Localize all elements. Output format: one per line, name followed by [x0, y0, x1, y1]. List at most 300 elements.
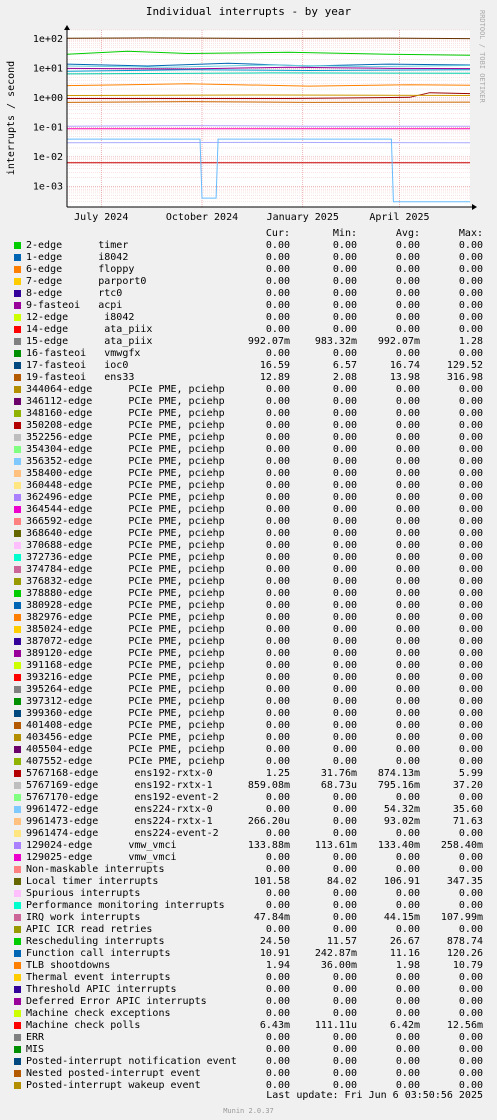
legend-avg-value: 0.00	[395, 384, 420, 395]
legend-row	[0, 840, 497, 852]
legend-swatch	[14, 626, 21, 633]
legend-series-name: 358400-edge PCIe PME, pciehp	[26, 468, 225, 479]
y-axis-label: interrupts / second	[6, 60, 17, 176]
munin-version: Munin 2.0.37	[223, 1107, 274, 1115]
legend-swatch	[14, 506, 21, 513]
legend-max-value: 0.00	[458, 900, 483, 911]
legend-header-max: Max:	[458, 228, 483, 239]
legend-row	[0, 420, 497, 432]
legend-row	[0, 408, 497, 420]
legend-swatch	[14, 662, 21, 669]
y-axis-arrow	[64, 25, 70, 30]
legend-swatch	[14, 806, 21, 813]
legend-swatch	[14, 854, 21, 861]
legend-cur-value: 0.00	[265, 864, 290, 875]
legend-series-name: Function call interrupts	[26, 948, 171, 959]
legend-series-name: Machine check polls	[26, 1020, 141, 1031]
legend-row	[0, 588, 497, 600]
legend-series-name: 15-edge ata_piix	[26, 336, 153, 347]
legend-cur-value: 0.00	[265, 1032, 290, 1043]
legend-row	[0, 504, 497, 516]
legend-avg-value: 0.00	[395, 576, 420, 587]
legend-row	[0, 444, 497, 456]
legend-series-name: 354304-edge PCIe PME, pciehp	[26, 444, 225, 455]
legend-min-value: 0.00	[332, 984, 357, 995]
legend-min-value: 242.87m	[314, 948, 357, 959]
legend-max-value: 37.20	[452, 780, 483, 791]
legend-cur-value: 0.00	[265, 804, 290, 815]
legend-max-value: 0.00	[458, 852, 483, 863]
legend-cur-value: 266.20u	[247, 816, 290, 827]
legend-min-value: 0.00	[332, 996, 357, 1007]
y-tick-label: 1e-03	[32, 181, 63, 193]
legend-min-value: 0.00	[332, 300, 357, 311]
legend-min-value: 0.00	[332, 288, 357, 299]
legend-series-name: Performance monitoring interrupts	[26, 900, 225, 911]
legend-cur-value: 0.00	[265, 576, 290, 587]
legend-header-cur: Cur:	[265, 228, 290, 239]
legend-min-value: 0.00	[332, 576, 357, 587]
legend-max-value: 0.00	[458, 240, 483, 251]
legend-swatch	[14, 1058, 21, 1065]
legend-max-value: 0.00	[458, 1080, 483, 1091]
legend-swatch	[14, 410, 21, 417]
legend-avg-value: 0.00	[395, 1068, 420, 1079]
legend-series-name: 129025-edge vmw_vmci	[26, 852, 177, 863]
chart-title: Individual interrupts - by year	[145, 5, 352, 18]
legend-row	[0, 432, 497, 444]
legend-row	[0, 492, 497, 504]
legend-swatch	[14, 614, 21, 621]
legend-cur-value: 0.00	[265, 624, 290, 635]
legend-max-value: 0.00	[458, 864, 483, 875]
legend-cur-value: 0.00	[265, 1044, 290, 1055]
legend-min-value: 0.00	[332, 828, 357, 839]
legend-series-name: Spurious interrupts	[26, 888, 141, 899]
legend-max-value: 0.00	[458, 312, 483, 323]
y-tick-label: 1e+02	[32, 33, 63, 45]
legend-min-value: 0.00	[332, 492, 357, 503]
legend-swatch	[14, 818, 21, 825]
legend-series-name: 387072-edge PCIe PME, pciehp	[26, 636, 225, 647]
legend-row	[0, 924, 497, 936]
legend-series-name: 403456-edge PCIe PME, pciehp	[26, 732, 225, 743]
legend-avg-value: 0.00	[395, 900, 420, 911]
legend-min-value: 0.00	[332, 756, 357, 767]
legend-avg-value: 0.00	[395, 588, 420, 599]
legend-series-name: 385024-edge PCIe PME, pciehp	[26, 624, 225, 635]
legend-series-name: 348160-edge PCIe PME, pciehp	[26, 408, 225, 419]
legend-swatch	[14, 902, 21, 909]
legend-series-name: 399360-edge PCIe PME, pciehp	[26, 708, 225, 719]
legend-swatch	[14, 1082, 21, 1089]
legend-max-value: 0.00	[458, 420, 483, 431]
legend-row	[0, 360, 497, 372]
legend-swatch	[14, 674, 21, 681]
legend-avg-value: 16.74	[389, 360, 420, 371]
legend-swatch	[14, 1070, 21, 1077]
legend-swatch	[14, 746, 21, 753]
legend-row	[0, 756, 497, 768]
legend-row	[0, 480, 497, 492]
legend-swatch	[14, 242, 21, 249]
legend-series-name: ERR	[26, 1032, 45, 1043]
legend-cur-value: 0.00	[265, 792, 290, 803]
legend-min-value: 0.00	[332, 348, 357, 359]
legend-min-value: 0.00	[332, 468, 357, 479]
legend-cur-value: 16.59	[259, 360, 290, 371]
legend-max-value: 0.00	[458, 456, 483, 467]
legend-max-value: 316.98	[446, 372, 483, 383]
legend-swatch	[14, 722, 21, 729]
legend-cur-value: 0.00	[265, 432, 290, 443]
legend-avg-value: 0.00	[395, 324, 420, 335]
legend-cur-value: 0.00	[265, 252, 290, 263]
legend-avg-value: 0.00	[395, 264, 420, 275]
legend-cur-value: 0.00	[265, 528, 290, 539]
legend-avg-value: 0.00	[395, 240, 420, 251]
legend-row	[0, 744, 497, 756]
legend-avg-value: 54.32m	[383, 804, 420, 815]
legend-swatch	[14, 338, 21, 345]
legend-avg-value: 0.00	[395, 396, 420, 407]
legend-row	[0, 996, 497, 1008]
legend-row	[0, 960, 497, 972]
legend-avg-value: 0.00	[395, 432, 420, 443]
legend-row	[0, 804, 497, 816]
legend-swatch	[14, 1010, 21, 1017]
legend-max-value: 0.00	[458, 480, 483, 491]
legend-row	[0, 348, 497, 360]
legend-min-value: 0.00	[332, 528, 357, 539]
legend-max-value: 0.00	[458, 600, 483, 611]
legend-cur-value: 992.07m	[247, 336, 290, 347]
legend-series-name: TLB shootdowns	[26, 960, 111, 971]
legend-row	[0, 696, 497, 708]
legend-cur-value: 0.00	[265, 588, 290, 599]
legend-min-value: 0.00	[332, 408, 357, 419]
legend-min-value: 0.00	[332, 516, 357, 527]
legend-row	[0, 648, 497, 660]
legend-max-value: 5.99	[458, 768, 483, 779]
legend-row	[0, 1056, 497, 1068]
legend-min-value: 111.11u	[314, 1020, 357, 1031]
legend-avg-value: 0.00	[395, 972, 420, 983]
legend-series-name: Rescheduling interrupts	[26, 936, 165, 947]
legend-series-name: 129024-edge vmw_vmci	[26, 840, 177, 851]
legend-max-value: 0.00	[458, 612, 483, 623]
legend-row	[0, 1020, 497, 1032]
legend-swatch	[14, 494, 21, 501]
legend-swatch	[14, 950, 21, 957]
legend-avg-value: 0.00	[395, 600, 420, 611]
legend-swatch	[14, 782, 21, 789]
legend-row	[0, 1068, 497, 1080]
legend-row	[0, 876, 497, 888]
legend-row	[0, 852, 497, 864]
legend-row	[0, 612, 497, 624]
legend-avg-value: 133.40m	[377, 840, 420, 851]
legend-min-value: 0.00	[332, 744, 357, 755]
legend-swatch	[14, 266, 21, 273]
legend-series-name: 370688-edge PCIe PME, pciehp	[26, 540, 225, 551]
legend-cur-value: 0.00	[265, 240, 290, 251]
legend-max-value: 0.00	[458, 588, 483, 599]
legend-max-value: 0.00	[458, 516, 483, 527]
legend-max-value: 347.35	[446, 876, 483, 887]
legend-cur-value: 24.50	[259, 936, 290, 947]
legend-max-value: 0.00	[458, 252, 483, 263]
legend-cur-value: 0.00	[265, 996, 290, 1007]
legend-swatch	[14, 350, 21, 357]
y-tick-label: 1e-02	[32, 151, 63, 163]
legend-row	[0, 780, 497, 792]
legend-cur-value: 0.00	[265, 684, 290, 695]
legend-min-value: 84.02	[326, 876, 357, 887]
legend-avg-value: 0.00	[395, 516, 420, 527]
legend-series-name: 391168-edge PCIe PME, pciehp	[26, 660, 225, 671]
legend-min-value: 0.00	[332, 456, 357, 467]
legend-max-value: 0.00	[458, 576, 483, 587]
legend-min-value: 0.00	[332, 1008, 357, 1019]
legend-series-name: Non-maskable interrupts	[26, 864, 165, 875]
legend-max-value: 0.00	[458, 348, 483, 359]
legend-min-value: 0.00	[332, 900, 357, 911]
legend-swatch	[14, 998, 21, 1005]
legend-max-value: 129.52	[446, 360, 483, 371]
legend-min-value: 0.00	[332, 732, 357, 743]
legend-avg-value: 0.00	[395, 288, 420, 299]
legend-max-value: 0.00	[458, 660, 483, 671]
legend-swatch	[14, 386, 21, 393]
legend-max-value: 0.00	[458, 720, 483, 731]
legend-row	[0, 888, 497, 900]
legend-cur-value: 0.00	[265, 468, 290, 479]
legend-cur-value: 0.00	[265, 312, 290, 323]
legend-max-value: 0.00	[458, 504, 483, 515]
legend-max-value: 0.00	[458, 828, 483, 839]
legend-series-name: Thermal event interrupts	[26, 972, 171, 983]
legend-row	[0, 564, 497, 576]
legend-row	[0, 528, 497, 540]
legend-cur-value: 0.00	[265, 456, 290, 467]
legend-row	[0, 900, 497, 912]
legend-max-value: 0.00	[458, 492, 483, 503]
legend-max-value: 71.63	[452, 816, 483, 827]
legend-cur-value: 1.25	[265, 768, 290, 779]
legend-max-value: 0.00	[458, 384, 483, 395]
legend-min-value: 68.73u	[320, 780, 357, 791]
legend-row	[0, 600, 497, 612]
legend-row	[0, 636, 497, 648]
legend-swatch	[14, 1022, 21, 1029]
legend-swatch	[14, 362, 21, 369]
legend-series-name: 12-edge i8042	[26, 312, 135, 323]
legend-max-value: 878.74	[446, 936, 483, 947]
legend-swatch	[14, 866, 21, 873]
x-axis-arrow	[472, 204, 477, 210]
legend-min-value: 6.57	[332, 360, 357, 371]
legend-swatch	[14, 1034, 21, 1041]
legend-series-name: Threshold APIC interrupts	[26, 984, 177, 995]
legend-cur-value: 0.00	[265, 720, 290, 731]
legend-row	[0, 396, 497, 408]
legend-row	[0, 732, 497, 744]
legend-min-value: 31.76m	[320, 768, 357, 779]
legend-cur-value: 859.08m	[247, 780, 290, 791]
legend-max-value: 10.79	[452, 960, 483, 971]
legend-series-name: 6-edge floppy	[26, 264, 135, 275]
legend-avg-value: 1.98	[395, 960, 420, 971]
legend-swatch	[14, 650, 21, 657]
legend-swatch	[14, 326, 21, 333]
legend-avg-value: 0.00	[395, 732, 420, 743]
legend-cur-value: 0.00	[265, 600, 290, 611]
legend-avg-value: 0.00	[395, 540, 420, 551]
legend-series-name: 407552-edge PCIe PME, pciehp	[26, 756, 225, 767]
legend-avg-value: 11.16	[389, 948, 420, 959]
legend-swatch	[14, 842, 21, 849]
legend-avg-value: 0.00	[395, 828, 420, 839]
legend-cur-value: 0.00	[265, 264, 290, 275]
legend-row	[0, 384, 497, 396]
x-tick-label: July 2024	[74, 212, 129, 223]
legend-row	[0, 324, 497, 336]
legend-cur-value: 0.00	[265, 648, 290, 659]
legend-min-value: 0.00	[332, 600, 357, 611]
legend-header	[0, 228, 497, 240]
legend-swatch	[14, 962, 21, 969]
legend-swatch	[14, 890, 21, 897]
legend-series-name: 401408-edge PCIe PME, pciehp	[26, 720, 225, 731]
legend-avg-value: 0.00	[395, 888, 420, 899]
legend-avg-value: 992.07m	[377, 336, 420, 347]
legend-series-name: 368640-edge PCIe PME, pciehp	[26, 528, 225, 539]
legend-avg-value: 0.00	[395, 348, 420, 359]
legend-row	[0, 816, 497, 828]
legend-min-value: 0.00	[332, 660, 357, 671]
legend-avg-value: 0.00	[395, 408, 420, 419]
legend-max-value: 0.00	[458, 528, 483, 539]
legend-cur-value: 0.00	[265, 504, 290, 515]
legend-cur-value: 12.89	[259, 372, 290, 383]
legend-row	[0, 456, 497, 468]
legend-series-name: 19-fasteoi ens33	[26, 372, 135, 383]
legend-max-value: 120.26	[446, 948, 483, 959]
legend-cur-value: 0.00	[265, 1068, 290, 1079]
legend-series-name: 17-fasteoi ioc0	[26, 360, 129, 371]
legend-avg-value: 0.00	[395, 252, 420, 263]
y-tick-label: 1e-01	[32, 122, 63, 134]
legend-series-name: 2-edge timer	[26, 240, 129, 251]
legend-row	[0, 552, 497, 564]
legend-avg-value: 0.00	[395, 852, 420, 863]
legend-cur-value: 0.00	[265, 396, 290, 407]
legend-max-value: 0.00	[458, 756, 483, 767]
legend-avg-value: 0.00	[395, 564, 420, 575]
legend-cur-value: 1.94	[265, 960, 290, 971]
legend-series-name: 395264-edge PCIe PME, pciehp	[26, 684, 225, 695]
legend-min-value: 0.00	[332, 624, 357, 635]
legend-series-name: 16-fasteoi vmwgfx	[26, 348, 141, 359]
legend-series-name: 405504-edge PCIe PME, pciehp	[26, 744, 225, 755]
legend-cur-value: 0.00	[265, 924, 290, 935]
legend-avg-value: 0.00	[395, 792, 420, 803]
legend-row	[0, 936, 497, 948]
legend-cur-value: 0.00	[265, 540, 290, 551]
legend-swatch	[14, 758, 21, 765]
legend-cur-value: 0.00	[265, 672, 290, 683]
legend-swatch	[14, 482, 21, 489]
legend-min-value: 0.00	[332, 864, 357, 875]
legend-avg-value: 0.00	[395, 468, 420, 479]
legend-min-value: 0.00	[332, 396, 357, 407]
legend-cur-value: 47.84m	[253, 912, 290, 923]
legend-max-value: 0.00	[458, 564, 483, 575]
legend-swatch	[14, 938, 21, 945]
legend-max-value: 0.00	[458, 444, 483, 455]
legend-row	[0, 1032, 497, 1044]
legend-max-value: 0.00	[458, 288, 483, 299]
legend-series-name: Deferred Error APIC interrupts	[26, 996, 207, 1007]
legend-series-name: 366592-edge PCIe PME, pciehp	[26, 516, 225, 527]
legend-row	[0, 984, 497, 996]
legend-series-name: 362496-edge PCIe PME, pciehp	[26, 492, 225, 503]
legend-max-value: 0.00	[458, 324, 483, 335]
legend-cur-value: 0.00	[265, 480, 290, 491]
legend-min-value: 0.00	[332, 240, 357, 251]
legend-swatch	[14, 686, 21, 693]
legend-max-value: 0.00	[458, 300, 483, 311]
legend-min-value: 0.00	[332, 612, 357, 623]
legend-avg-value: 0.00	[395, 312, 420, 323]
legend-max-value: 0.00	[458, 396, 483, 407]
legend-min-value: 0.00	[332, 552, 357, 563]
legend-swatch	[14, 446, 21, 453]
legend-series-name: 389120-edge PCIe PME, pciehp	[26, 648, 225, 659]
legend-swatch	[14, 878, 21, 885]
legend-min-value: 0.00	[332, 888, 357, 899]
legend-avg-value: 0.00	[395, 444, 420, 455]
legend-cur-value: 0.00	[265, 984, 290, 995]
legend-series-name: Machine check exceptions	[26, 1008, 171, 1019]
legend-max-value: 258.40m	[440, 840, 483, 851]
legend-row	[0, 312, 497, 324]
legend-series-name: 374784-edge PCIe PME, pciehp	[26, 564, 225, 575]
legend-avg-value: 0.00	[395, 1008, 420, 1019]
legend-min-value: 11.57	[326, 936, 357, 947]
legend-min-value: 0.00	[332, 480, 357, 491]
legend-avg-value: 0.00	[395, 660, 420, 671]
legend-swatch	[14, 470, 21, 477]
legend-min-value: 0.00	[332, 1068, 357, 1079]
legend-swatch	[14, 566, 21, 573]
legend-min-value: 0.00	[332, 444, 357, 455]
legend-row	[0, 912, 497, 924]
legend-cur-value: 101.58	[253, 876, 290, 887]
legend-avg-value: 0.00	[395, 612, 420, 623]
legend-min-value: 2.08	[332, 372, 357, 383]
legend-cur-value: 0.00	[265, 384, 290, 395]
series-line-10	[67, 95, 470, 96]
legend-cur-value: 0.00	[265, 756, 290, 767]
legend-series-name: 378880-edge PCIe PME, pciehp	[26, 588, 225, 599]
legend-series-name: APIC ICR read retries	[26, 924, 153, 935]
legend-max-value: 12.56m	[446, 1020, 483, 1031]
legend-cur-value: 0.00	[265, 444, 290, 455]
legend-min-value: 0.00	[332, 252, 357, 263]
legend-swatch	[14, 398, 21, 405]
